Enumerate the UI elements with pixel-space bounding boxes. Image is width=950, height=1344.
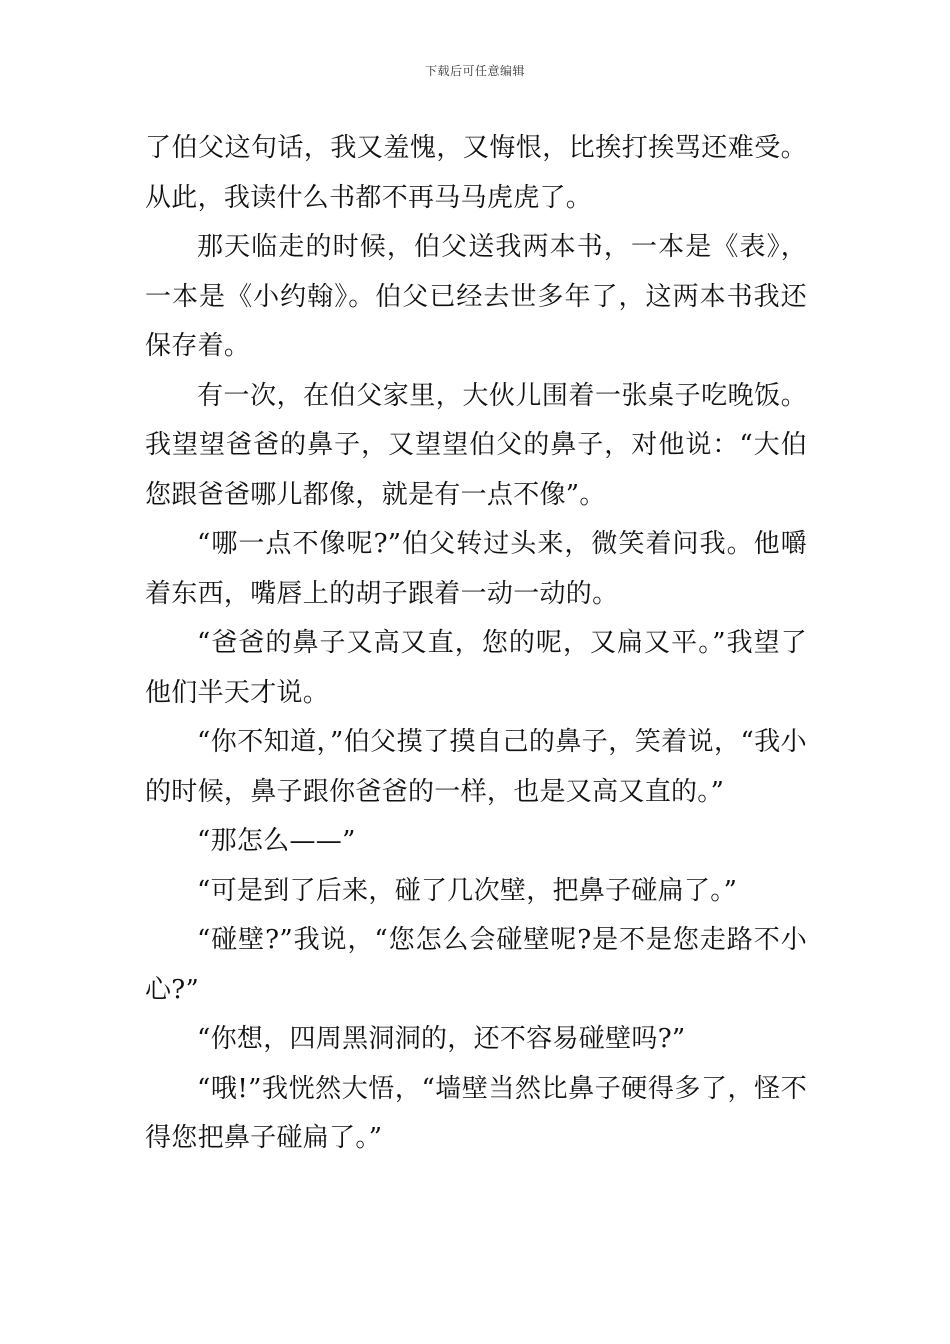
- paragraph-continuation: 了伯父这句话，我又羞愧，又悔恨，比挨打挨骂还难受。从此，我读什么书都不再马马虎虎了。: [145, 133, 807, 213]
- paragraph: 那天临走的时候，伯父送我两本书，一本是《表》，一本是《小约翰》。伯父已经去世多年了，这两本书我还保存着。: [145, 232, 807, 361]
- paragraph: “爸爸的鼻子又高又直，您的呢，又扁又平。”我望了他们半天才说。: [145, 628, 807, 708]
- paragraph: “你想，四周黑洞洞的，还不容易碰壁吗?”: [197, 1024, 686, 1054]
- paragraph: “哪一点不像呢?”伯父转过头来，微笑着问我。他嚼着东西，嘴唇上的胡子跟着一动一动的。: [145, 529, 807, 609]
- paragraph: “你不知道，”伯父摸了摸自己的鼻子，笑着说，“我小的时候，鼻子跟你爸爸的一样，也是又高又直的。”: [145, 727, 807, 807]
- paragraph: “哦!”我恍然大悟，“墙壁当然比鼻子硬得多了，怪不得您把鼻子碰扁了。”: [145, 1073, 807, 1153]
- page-header: 下载后可任意编辑: [424, 64, 525, 78]
- paragraph: “那怎么——”: [197, 826, 356, 856]
- paragraph: 有一次，在伯父家里，大伙儿围着一张桌子吃晚饭。我望望爸爸的鼻子，又望望伯父的鼻子，对他说：“大伯您跟爸爸哪儿都像，就是有一点不像”。: [145, 380, 807, 510]
- paragraph: “碰壁?”我说，“您怎么会碰壁呢?是不是您走路不小心?”: [145, 925, 807, 1005]
- document-body: [145, 124, 807, 1164]
- paragraph: “可是到了后来，碰了几次壁，把鼻子碰扁了。”: [197, 875, 738, 906]
